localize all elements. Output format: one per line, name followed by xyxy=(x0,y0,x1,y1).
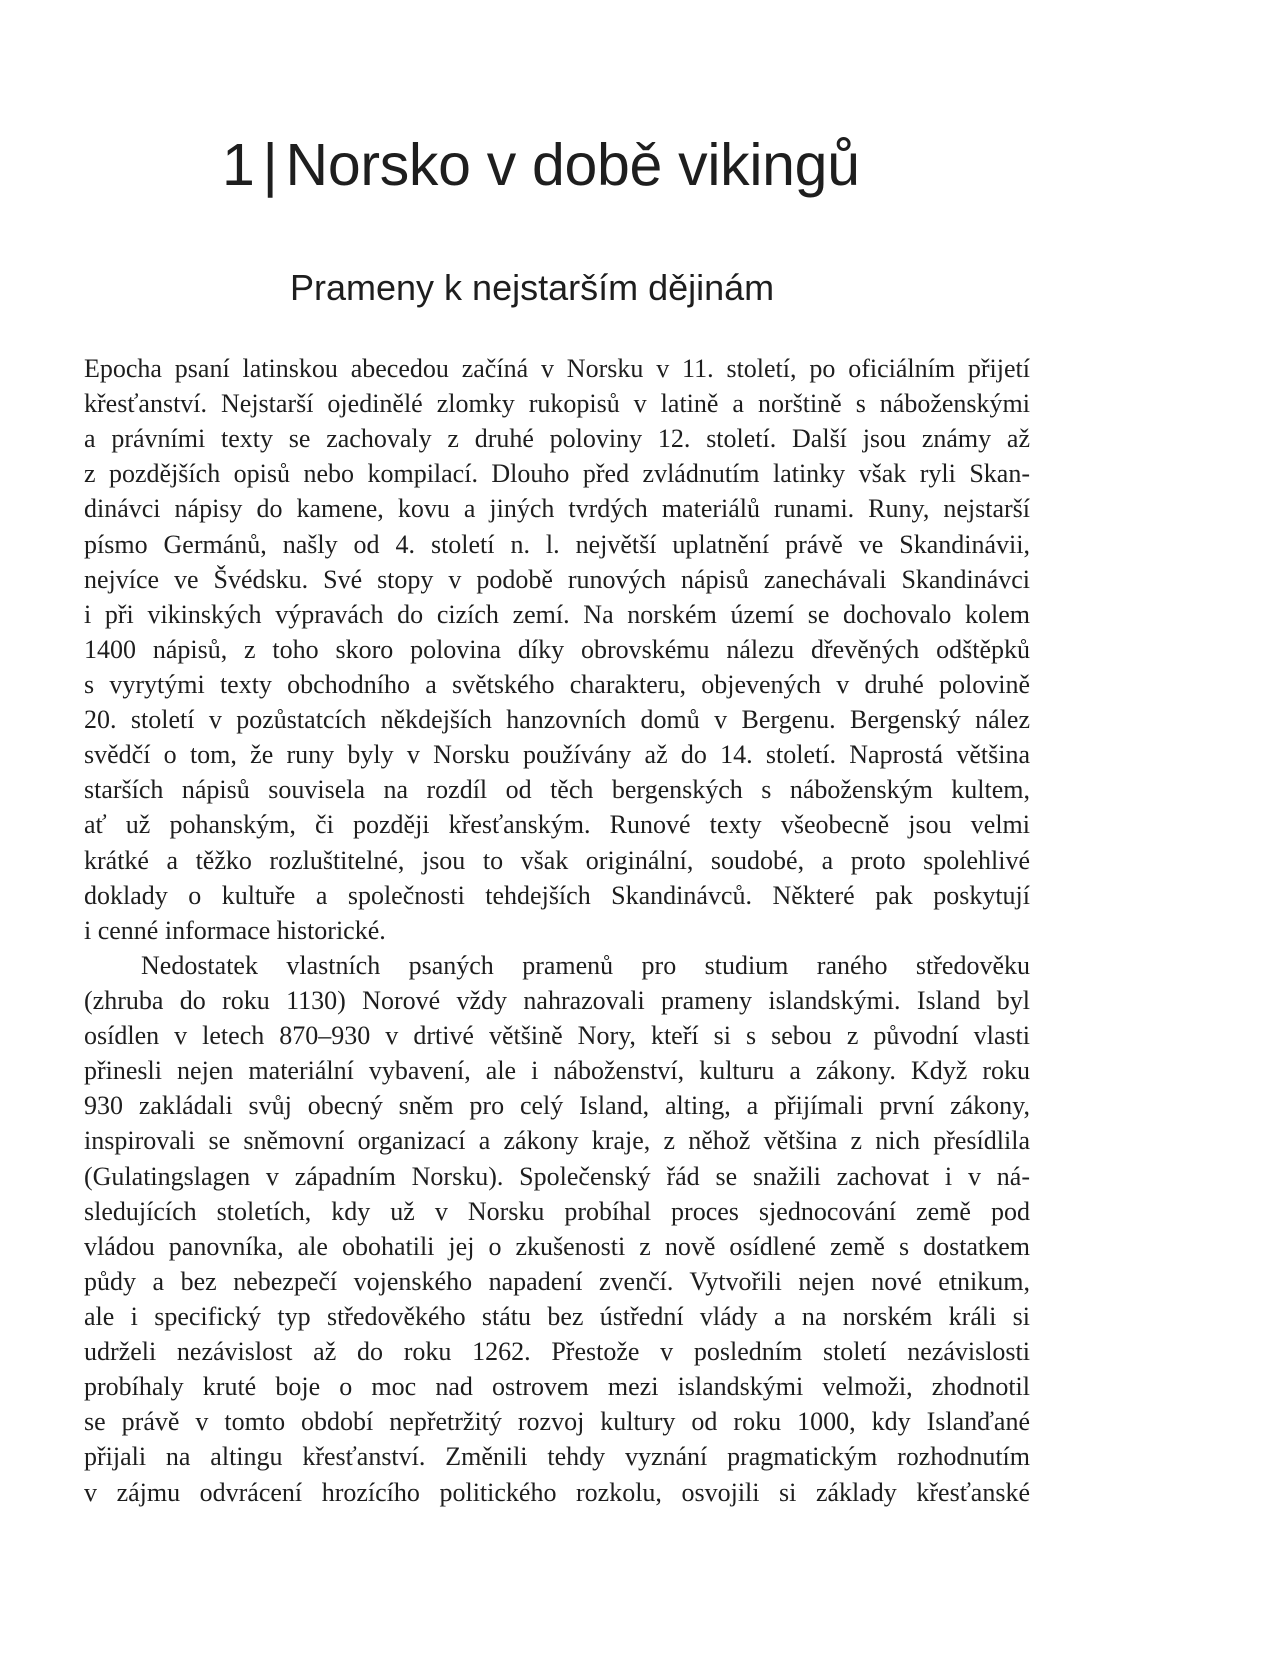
text-line: a právními texty se zachovaly z druhé poloviny 12. století. Další jsou známy až xyxy=(84,424,1030,454)
text-line: krátké a těžko rozluštitelné, jsou to však originální, soudobé, a proto spolehlivé xyxy=(84,845,1030,875)
text-line: doklady o kultuře a společnosti tehdejších Skandinávců. Některé pak poskytují xyxy=(84,880,1030,910)
text-line: i při vikinských výpravách do cizích zemí. Na norském území se dochovalo kolem xyxy=(84,599,1030,629)
chapter-title-text: Norsko v době vikingů xyxy=(285,132,860,198)
text-line: křesťanství. Nejstarší ojedinělé zlomky rukopisů v latině a norštině s náboženskými xyxy=(84,389,1030,419)
text-line: dinávci nápisy do kamene, kovu a jiných tvrdých materiálů runami. Runy, nejstarší xyxy=(84,494,1030,524)
text-line: probíhaly kruté boje o moc nad ostrovem mezi islandskými velmoži, zhodnotil xyxy=(84,1372,1030,1402)
text-line: 1400 nápisů, z toho skoro polovina díky obrovskému nálezu dřevěných odštěpků xyxy=(84,634,1030,664)
text-line: v zájmu odvrácení hrozícího politického rozkolu, osvojili si základy křesťanské xyxy=(84,1477,1030,1507)
text-line: inspirovali se sněmovní organizací a zákony kraje, z něhož většina z nich přesídlila xyxy=(84,1126,1030,1156)
text-line: přinesli nejen materiální vybavení, ale i náboženství, kulturu a zákony. Když roku xyxy=(84,1056,1030,1086)
text-line: nejvíce ve Švédsku. Své stopy v podobě runových nápisů zanechávali Skandinávci xyxy=(84,564,1030,594)
text-line: starších nápisů souvisela na rozdíl od těch bergenských s náboženským kultem, xyxy=(84,775,1030,805)
chapter-title xyxy=(222,122,860,208)
text-line: (Gulatingslagen v západním Norsku). Společenský řád se snažili zachovat i v ná- xyxy=(84,1161,1030,1191)
chapter-separator: | xyxy=(262,132,278,198)
paragraph-2 xyxy=(84,948,1030,1510)
text-line: (zhruba do roku 1130) Norové vždy nahrazovali prameny islandskými. Island byl xyxy=(84,985,1030,1015)
text-line: ale i specifický typ středověkého státu bez ústřední vlády a na norském králi si xyxy=(84,1301,1030,1331)
text-line: přijali na altingu křesťanství. Změnili tehdy vyznání pragmatickým rozhodnutím xyxy=(84,1442,1030,1472)
text-line: Nedostatek vlastních psaných pramenů pro studium raného středověku xyxy=(141,950,1030,980)
text-line: se právě v tomto období nepřetržitý rozvoj kultury od roku 1000, kdy Islanďané xyxy=(84,1407,1030,1437)
text-line: svědčí o tom, že runy byly v Norsku používány až do 14. století. Naprostá většina xyxy=(84,740,1030,770)
chapter-number: 1 xyxy=(222,132,255,198)
section-title: Prameny k nejstarším dějinám xyxy=(290,267,775,308)
text-line: s vyrytými texty obchodního a světského charakteru, objevených v druhé polovině xyxy=(84,669,1030,699)
text-line: sledujících stoletích, kdy už v Norsku probíhal proces sjednocování země pod xyxy=(84,1196,1030,1226)
paragraph-1 xyxy=(84,351,1030,948)
text-line: Epocha psaní latinskou abecedou začíná v Norsku v 11. století, po oficiálním přijetí xyxy=(84,354,1030,383)
text-line: udrželi nezávislost až do roku 1262. Přestože v posledním století nezávislosti xyxy=(84,1337,1030,1367)
text-line: ať už pohanským, či později křesťanským. Runové texty všeobecně jsou velmi xyxy=(84,810,1030,840)
text-line: vládou panovníka, ale obohatili jej o zkušenosti z nově osídlené země s dostatkem xyxy=(84,1231,1030,1261)
text-line: půdy a bez nebezpečí vojenského napadení zvenčí. Vytvořili nejen nové etnikum, xyxy=(84,1266,1030,1296)
text-line: 930 zakládali svůj obecný sněm pro celý Island, alting, a přijímali první zákony, xyxy=(84,1091,1030,1121)
text-line: osídlen v letech 870–930 v drtivé většině Nory, kteří si s sebou z původní vlasti xyxy=(84,1021,1030,1051)
text-line: 20. století v pozůstatcích někdejších hanzovních domů v Bergenu. Bergenský nález xyxy=(84,705,1030,735)
body-text xyxy=(84,351,1030,1510)
text-line: z pozdějších opisů nebo kompilací. Dlouho před zvládnutím latinky však ryli Skan- xyxy=(84,459,1030,489)
text-line: i cenné informace historické. xyxy=(84,915,386,945)
text-line: písmo Germánů, našly od 4. století n. l. největší uplatnění právě ve Skandinávii, xyxy=(84,529,1030,559)
